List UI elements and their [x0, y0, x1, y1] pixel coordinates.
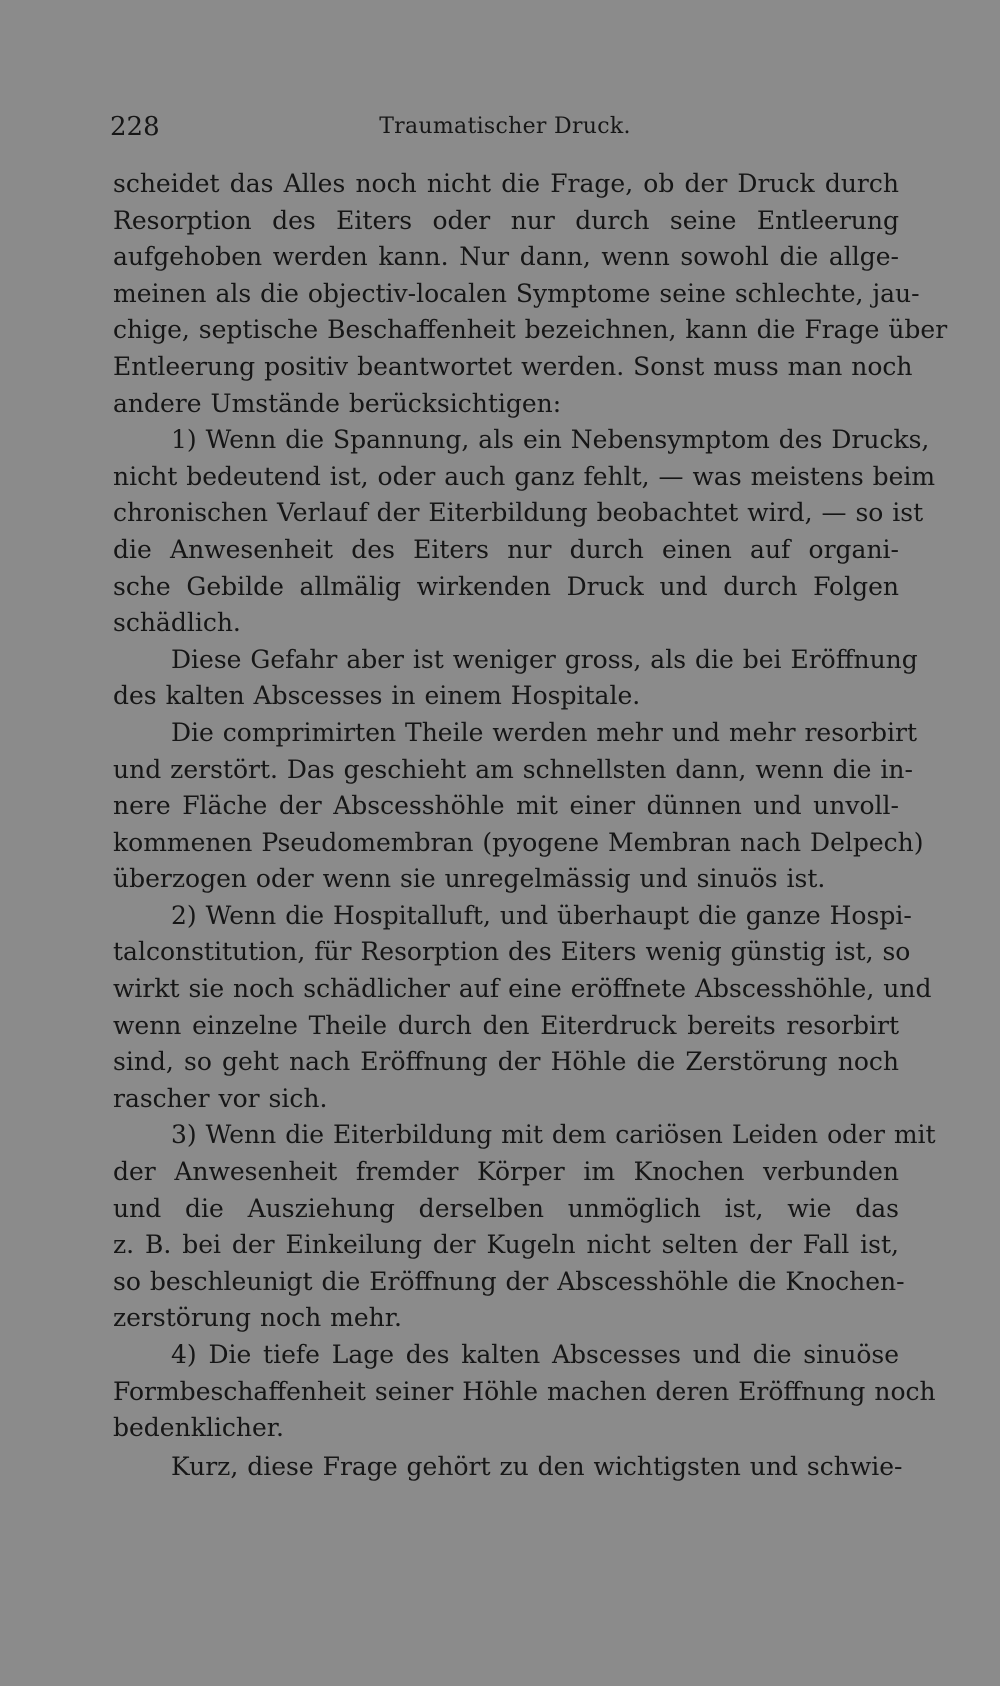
text-line: Resorption des Eiters oder nur durch seine Entleerung: [113, 205, 899, 235]
text-line: schädlich.: [113, 608, 241, 638]
text-line: der Anwesenheit fremder Körper im Knochen verbunden: [113, 1157, 899, 1187]
text-line: wenn einzelne Theile durch den Eiterdruck bereits resorbirt: [113, 1010, 899, 1040]
text-line: nicht bedeutend ist, oder auch ganz fehlt, — was meistens beim: [113, 461, 936, 491]
paragraph-start-line: 1) Wenn die Spannung, als ein Nebensymptom des Drucks,: [171, 425, 930, 455]
text-line: die Anwesenheit des Eiters nur durch einen auf organi-: [113, 534, 899, 564]
text-line: chige, septische Beschaffenheit bezeichnen, kann die Frage über: [113, 315, 948, 345]
text-line: chronischen Verlauf der Eiterbildung beobachtet wird, — so ist: [113, 498, 924, 528]
text-line: und die Ausziehung derselben unmöglich ist, wie das: [113, 1193, 899, 1223]
text-line: andere Umstände berücksichtigen:: [113, 388, 562, 418]
text-line: meinen als die objectiv-localen Symptome seine schlechte, jau-: [113, 278, 920, 308]
text-line: überzogen oder wenn sie unregelmässig und sinuös ist.: [113, 864, 826, 894]
text-line: Entleerung positiv beantwortet werden. Sonst muss man noch: [113, 351, 913, 381]
paragraph-start-line: 3) Wenn die Eiterbildung mit dem cariösen Leiden oder mit: [171, 1120, 936, 1150]
text-line: aufgehoben werden kann. Nur dann, wenn sowohl die allge-: [113, 242, 899, 272]
text-line: bedenklicher.: [113, 1413, 284, 1443]
paragraph-start-line: Diese Gefahr aber ist weniger gross, als die bei Eröffnung: [171, 644, 918, 674]
paragraph-start-line: Die comprimirten Theile werden mehr und mehr resorbirt: [171, 717, 918, 747]
text-line: rascher vor sich.: [113, 1083, 328, 1113]
text-line: nere Fläche der Abscesshöhle mit einer dünnen und unvoll-: [113, 791, 899, 821]
paragraph-start-line: 2) Wenn die Hospitalluft, und überhaupt die ganze Hospi-: [171, 900, 912, 930]
page-number: 228: [110, 112, 160, 142]
running-head: Traumatischer Druck.: [379, 114, 631, 139]
page-header: [110, 112, 900, 148]
paragraph-start-line: Kurz, diese Frage gehört zu den wichtigsten und schwie-: [171, 1451, 903, 1481]
text-line: kommenen Pseudomembran (pyogene Membran nach Delpech): [113, 827, 924, 857]
paragraph-start-line: 4) Die tiefe Lage des kalten Abscesses und die sinuöse: [171, 1340, 899, 1369]
text-line: so beschleunigt die Eröffnung der Abscesshöhle die Knochen-: [113, 1266, 905, 1296]
text-line: talconstitution, für Resorption des Eiters wenig günstig ist, so: [113, 937, 911, 967]
text-line: z. B. bei der Einkeilung der Kugeln nicht selten der Fall ist,: [113, 1230, 899, 1260]
text-line: sind, so geht nach Eröffnung der Höhle die Zerstörung noch: [113, 1047, 899, 1077]
text-line: und zerstört. Das geschieht am schnellsten dann, wenn die in-: [113, 754, 913, 784]
body-text: [113, 166, 948, 1485]
text-line: zerstörung noch mehr.: [113, 1303, 402, 1333]
text-line: sche Gebilde allmälig wirkenden Druck und durch Folgen: [113, 571, 899, 601]
text-line: des kalten Abscesses in einem Hospitale.: [113, 681, 641, 711]
text-line: Formbeschaffenheit seiner Höhle machen deren Eröffnung noch: [113, 1376, 936, 1406]
text-line: scheidet das Alles noch nicht die Frage, ob der Druck durch: [113, 169, 899, 198]
text-line: wirkt sie noch schädlicher auf eine eröffnete Abscesshöhle, und: [113, 974, 932, 1004]
